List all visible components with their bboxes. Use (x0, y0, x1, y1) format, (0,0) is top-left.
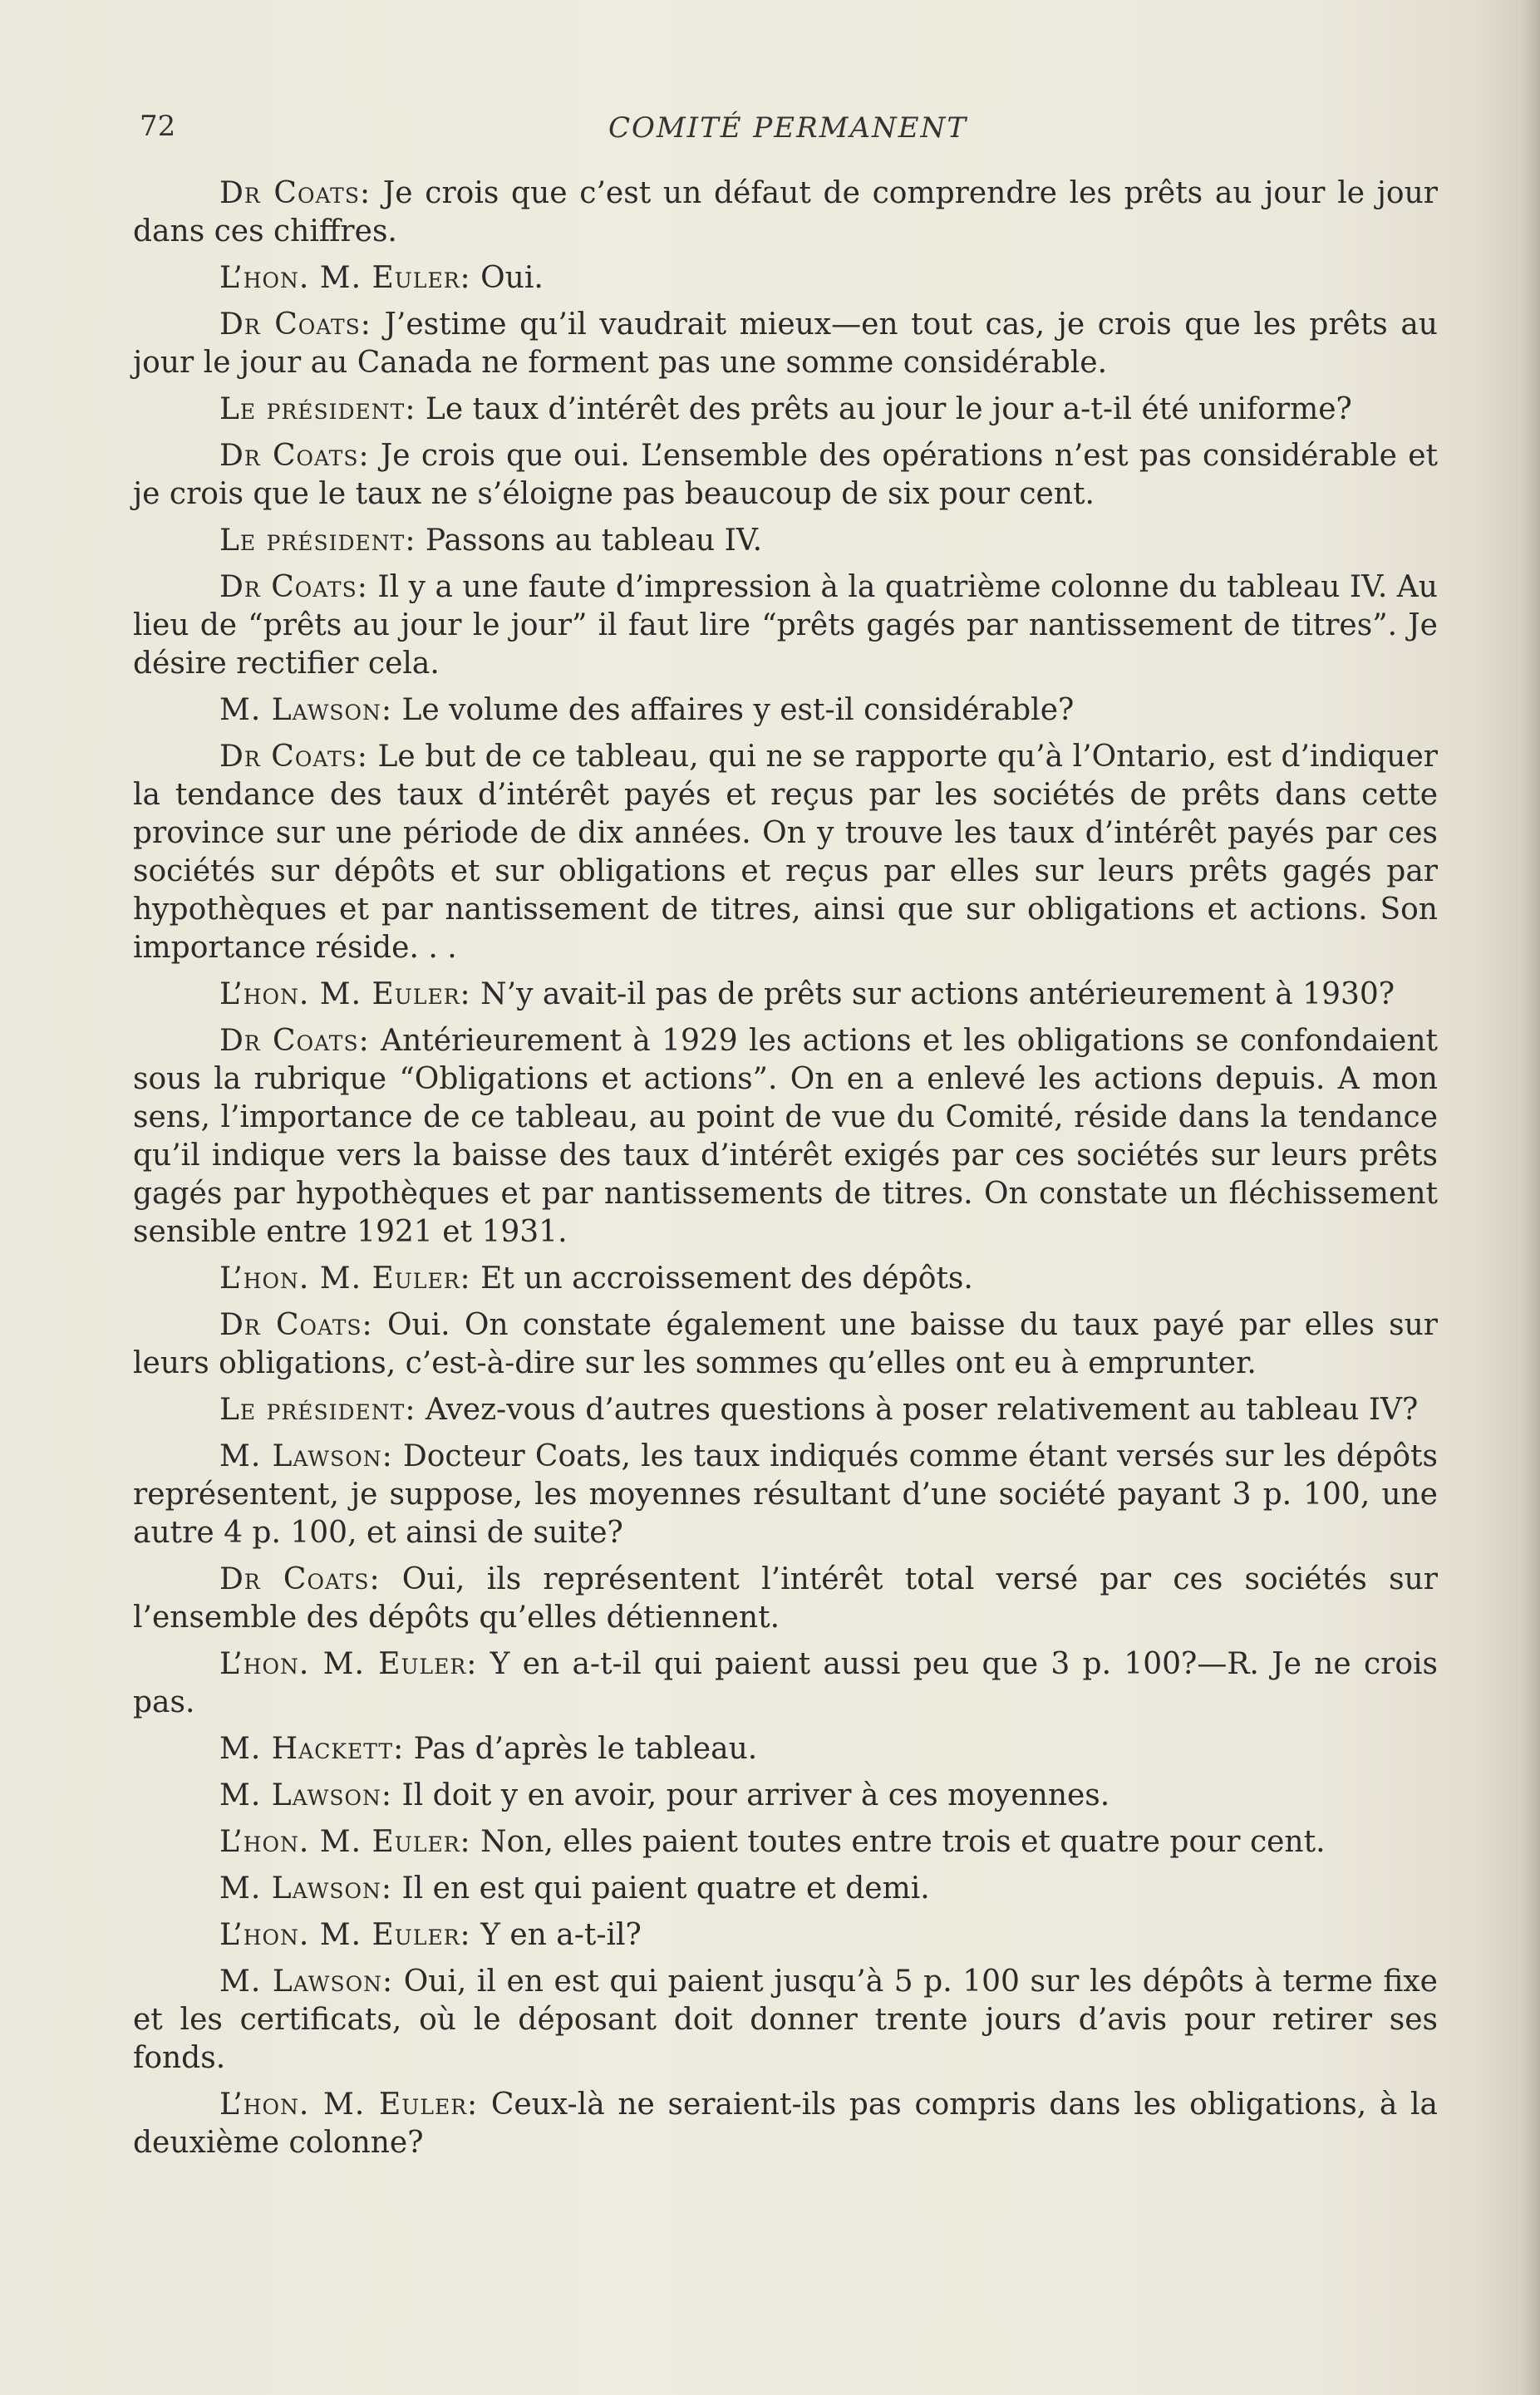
speech: Antérieurement à 1929 les actions et les obligations se confondaient sous la rubrique “Obligations et actions”. On en a enlevé les actions depuis. A mon sens, l’importance de ce tableau, au point de vue du Comité, réside dans la tendance qu’il indique vers la baisse des taux d’intérêt exigés par ces sociétés sur leurs prêts gagés par hypothèques et par nantissements de titres. On constate un fléchissement sensible entre 1921 et 1931. (133, 1024, 1438, 1249)
speech: Y en a-t-il qui paient aussi peu que 3 p. 100?—R. Je ne crois pas. (133, 1647, 1438, 1719)
speaker: M. Lawson: (219, 693, 393, 727)
speech: Non, elles paient toutes entre trois et quatre pour cent. (470, 1825, 1326, 1859)
paragraph (133, 1438, 1438, 1552)
paragraph (133, 1561, 1438, 1637)
paragraph (133, 522, 1438, 560)
paragraph (133, 1391, 1438, 1429)
speaker: L’hon. M. Euler: (219, 1918, 471, 1952)
speech: Pas d’après le tableau. (404, 1732, 758, 1766)
speech: Le but de ce tableau, qui ne se rapporte qu’à l’Ontario, est d’indiquer la tendance des taux d’intérêt payés et reçus par les sociétés de prêts dans cette province sur une période de dix années. On y trouve les taux d’intérêt payés par ces sociétés sur dépôts et sur obligations et reçus par elles sur leurs prêts gagés par hypothèques et par nantissement de titres, ainsi que sur obligations et actions. Son importance réside. . . (133, 740, 1438, 965)
speech: Oui. (470, 261, 544, 295)
speech: Il doit y en avoir, pour arriver à ces moyennes. (392, 1778, 1110, 1812)
speaker: L’hon. M. Euler: (219, 977, 471, 1011)
speaker: Dr Coats: (219, 740, 368, 774)
speech: Passons au tableau IV. (416, 524, 763, 558)
speaker: Dr Coats: (219, 1562, 381, 1596)
speaker: Le président: (219, 524, 416, 558)
speaker: M. Lawson: (219, 1439, 393, 1473)
speech: Oui, il en est qui paient jusqu’à 5 p. 100 sur les dépôts à terme fixe et les certificats, où le déposant doit donner trente jours d’avis pour retirer ses fonds. (133, 1965, 1438, 2075)
speaker: Dr Coats: (219, 439, 370, 473)
speaker: L’hon. M. Euler: (219, 1647, 478, 1681)
speaker: L’hon. M. Euler: (219, 2088, 479, 2122)
paragraph (133, 1823, 1438, 1861)
speech: Je crois que oui. L’ensemble des opérations n’est pas considérable et je crois que le taux ne s’éloigne pas beaucoup de six pour cent. (133, 439, 1438, 511)
paragraph (133, 1730, 1438, 1768)
paragraph (133, 259, 1438, 298)
paragraph (133, 391, 1438, 429)
paragraph (133, 1870, 1438, 1908)
paragraph (133, 306, 1438, 382)
speaker: M. Lawson: (219, 1778, 393, 1812)
paragraph (133, 691, 1438, 730)
paragraph (133, 568, 1438, 683)
paragraph (133, 175, 1438, 251)
paragraph (133, 437, 1438, 514)
speech: Oui, ils représentent l’intérêt total versé par ces sociétés sur l’ensemble des dépôts qu’elles détiennent. (133, 1562, 1438, 1635)
transcript-body (133, 175, 1438, 2171)
paragraph (133, 1645, 1438, 1722)
speech: Ceux-là ne seraient-ils pas compris dans les obligations, à la deuxième colonne? (133, 2088, 1438, 2160)
speaker: Dr Coats: (219, 307, 371, 342)
page-header (140, 106, 1436, 156)
paragraph (133, 1306, 1438, 1383)
speech: Y en a-t-il? (470, 1918, 642, 1952)
speaker: Dr Coats: (219, 570, 368, 604)
running-title: COMITÉ PERMANENT (608, 111, 968, 145)
speaker: L’hon. M. Euler: (219, 1825, 471, 1859)
speech: N’y avait-il pas de prêts sur actions antérieurement à 1930? (470, 977, 1395, 1011)
speaker: Dr Coats: (219, 176, 371, 210)
speaker: M. Lawson: (219, 1871, 393, 1906)
speech: J’estime qu’il vaudrait mieux—en tout cas, je crois que les prêts au jour le jour au Canada ne forment pas une somme considérable. (133, 307, 1438, 380)
paragraph (133, 976, 1438, 1014)
speaker: L’hon. M. Euler: (219, 261, 471, 295)
paragraph (133, 1260, 1438, 1298)
speech: Je crois que c’est un défaut de comprendre les prêts au jour le jour dans ces chiffres. (133, 176, 1438, 248)
speech: Avez-vous d’autres questions à poser relativement au tableau IV? (416, 1393, 1419, 1427)
speaker: M. Lawson: (219, 1965, 394, 1999)
speaker: Le président: (219, 392, 416, 426)
speech: Il en est qui paient quatre et demi. (392, 1871, 930, 1906)
paragraph (133, 1777, 1438, 1815)
speech: Le volume des affaires y est-il considérable? (392, 693, 1075, 727)
speech: Et un accroissement des dépôts. (470, 1261, 973, 1296)
speaker: L’hon. M. Euler: (219, 1261, 471, 1296)
paragraph (133, 738, 1438, 967)
paragraph (133, 1916, 1438, 1955)
speech: Docteur Coats, les taux indiqués comme étant versés sur les dépôts représentent, je suppose, les moyennes résultant d’une société payant 3 p. 100, une autre 4 p. 100, et ainsi de suite? (133, 1439, 1438, 1550)
page-number: 72 (140, 110, 176, 143)
speech: Il y a une faute d’impression à la quatrième colonne du tableau IV. Au lieu de “prêts au jour le jour” il faut lire “prêts gagés par nantissement de titres”. Je désire rectifier cela. (133, 570, 1438, 681)
speech: Le taux d’intérêt des prêts au jour le jour a-t-il été uniforme? (416, 392, 1352, 426)
paragraph (133, 1963, 1438, 2078)
speaker: M. Hackett: (219, 1732, 405, 1766)
speaker: Dr Coats: (219, 1308, 373, 1342)
speaker: Le président: (219, 1393, 416, 1427)
paragraph (133, 2086, 1438, 2162)
paragraph (133, 1022, 1438, 1252)
speaker: Dr Coats: (219, 1024, 370, 1058)
page-edge (1518, 0, 1540, 2395)
speech: Oui. On constate également une baisse du taux payé par elles sur leurs obligations, c’est-à-dire sur les sommes qu’elles ont eu à emprunter. (133, 1308, 1438, 1380)
